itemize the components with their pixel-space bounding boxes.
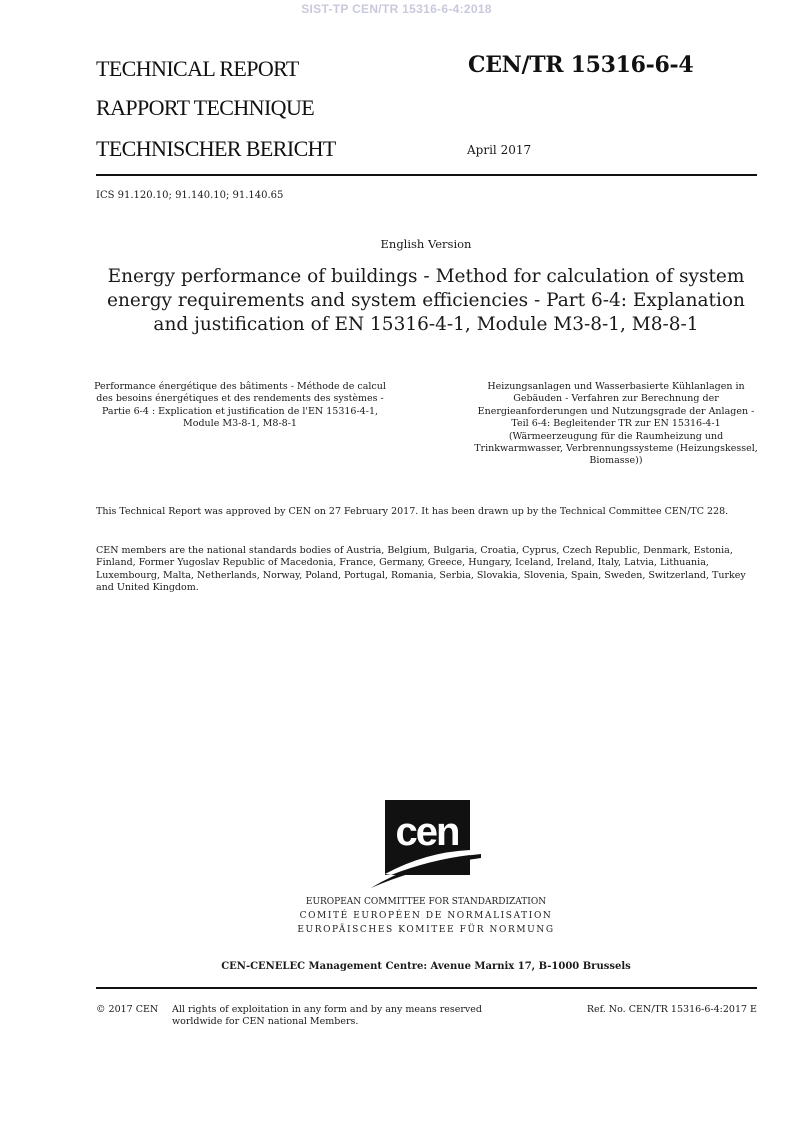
approval-statement: This Technical Report was approved by CEN on 27 February 2017. It has been drawn up by the Technical Committee CEN/TC 228. <box>96 506 729 517</box>
report-type-english: TECHNICAL REPORT <box>96 56 299 81</box>
header-divider <box>96 174 757 176</box>
svg-text:cen: cen <box>395 810 459 854</box>
committee-name-english: EUROPEAN COMMITTEE FOR STANDARDIZATION <box>305 897 547 907</box>
language-version: English Version <box>380 237 472 251</box>
ics-codes: ICS 91.120.10; 91.140.10; 91.140.65 <box>96 190 284 201</box>
management-centre-address: CEN-CENELEC Management Centre: Avenue Marnix 17, B-1000 Brussels <box>221 961 631 972</box>
copyright-notice: © 2017 CEN <box>96 1004 159 1015</box>
committee-name-french: COMITÉ EUROPÉEN DE NORMALISATION <box>299 911 553 921</box>
reference-number: Ref. No. CEN/TR 15316-6-4:2017 E <box>586 1004 757 1015</box>
publication-date: April 2017 <box>467 143 532 157</box>
footer-divider <box>96 987 757 989</box>
watermark-text: SIST-TP CEN/TR 15316-6-4:2018 <box>301 2 492 16</box>
french-title: Performance énergétique des bâtiments - Méthode de calcul des besoins énergétiques et des rendements des systèmes - Partie 6-4 : Explication et justification de l'EN 15316-4-1, Module M3-8-1, M8-8-1 <box>94 381 386 430</box>
report-type-german: TECHNISCHER BERICHT <box>96 136 336 161</box>
rights-statement: All rights of exploitation in any form and by any means reserved worldwide for CEN national Members. <box>172 1004 483 1028</box>
document-number: CEN/TR 15316-6-4 <box>468 52 694 78</box>
cen-logo-icon <box>371 800 483 890</box>
cen-logo <box>371 800 483 894</box>
report-type-french: RAPPORT TECHNIQUE <box>96 95 315 120</box>
committee-name-german: EUROPÄISCHES KOMITEE FÜR NORMUNG <box>297 925 555 935</box>
main-title: Energy performance of buildings - Method for calculation of system energy requirements and system efficiencies - Part 6-4: Explanation and justification of EN 15316-4-1, Module M3-8-1, M8-8-1 <box>107 266 745 335</box>
cen-members-statement: CEN members are the national standards bodies of Austria, Belgium, Bulgaria, Croatia, Cyprus, Czech Republic, Denmark, Estonia, Finland, Former Yugoslav Republic of Macedonia, France, Germany, Greece, Hungary, Iceland, Ireland, Italy, Latvia, Lithuania, Luxembourg, Malta, Netherlands, Norway, Poland, Portugal, Romania, Serbia, Slovakia, Slovenia, Spain, Sweden, Switzerland, Turkey and United Kingdom. <box>96 545 746 593</box>
german-title: Heizungsanlagen und Wasserbasierte Kühlanlagen in Gebäuden - Verfahren zur Berechnung der Energieanforderungen und Nutzungsgrade der Anlagen - Teil 6-4: Begleitender TR zur EN 15316-4-1 (Wärmeerzeugung für die Raumheizung und Trinkwarmwasser, Verbrennungssysteme (Heizungskessel, Biomasse)) <box>474 381 758 467</box>
